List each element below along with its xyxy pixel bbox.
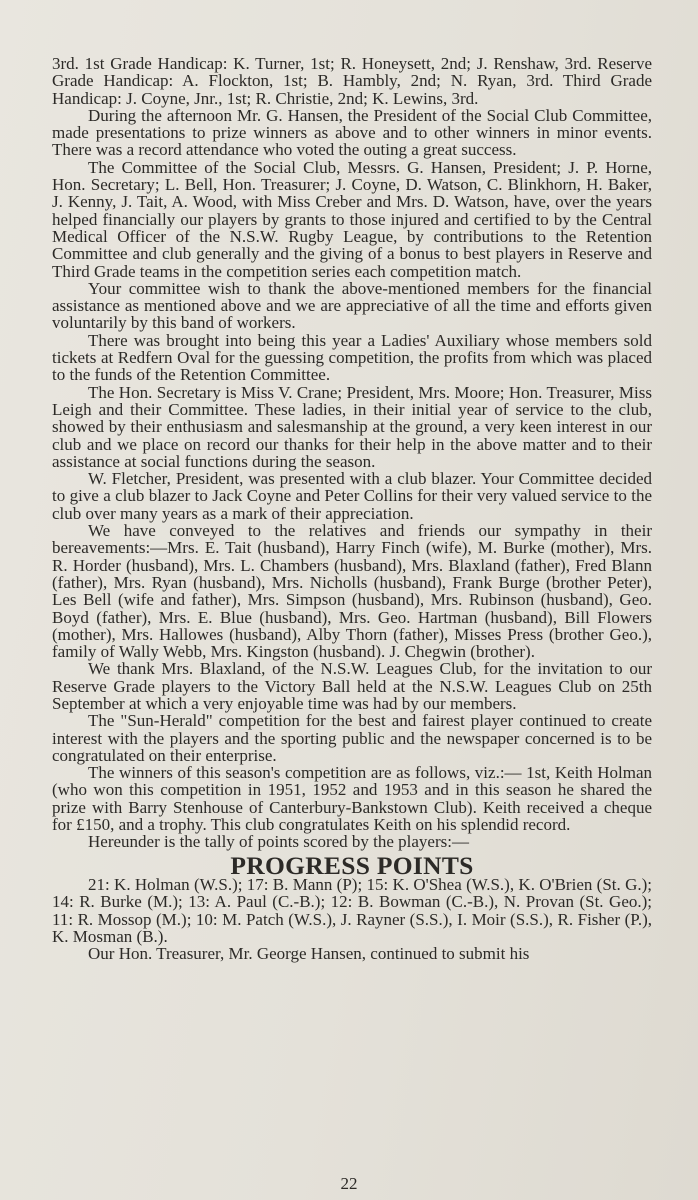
handicap-results-paragraph: 3rd. 1st Grade Handicap: K. Turner, 1st; R. Honeysett, 2nd; J. Renshaw, 3rd. Reserve Grade Handicap: A. Flockton, 1st; B. Hambly, 2nd; N. Ryan, 3rd. Third Grade Handicap: J. Coyne, Jnr., 1st; R. Christie, 2nd; K. Lewins, 3rd.	[52, 54, 652, 108]
auxiliary-officers-paragraph: The Hon. Secretary is Miss V. Crane; President, Mrs. Moore; Hon. Treasurer, Miss Leigh and their Committee. These ladies, in their initial year of service to the club, showed by their enthusiasm and salesmanship at the ground, a very keen interest in our club and we place on record our thanks for their help in the above matter and to their assistance at social functions during the season.	[52, 382, 652, 471]
club-blazer-paragraph: W. Fletcher, President, was presented with a club blazer. Your Committee decided to give a club blazer to Jack Coyne and Peter Collins for their very valued service to the club over many years as a mark of their appreciation.	[52, 469, 652, 523]
social-club-committee-paragraph: The Committee of the Social Club, Messrs. G. Hansen, President; J. P. Horne, Hon. Secretary; L. Bell, Hon. Treasurer; J. Coyne, D. Watson, C. Blinkhorn, H. Baker, J. Kenny, J. Tait, A. Wood, with Miss Creber and Mrs. D. Watson, have, over the years helped financially our players by grants to those injured and certified to by the Central Medical Officer of the N.S.W. Rugby League, by contributions to the Retention Committee and club generally and the giving of a bonus to best players in Reserve and Third Grade teams in the competition series each competition match.	[52, 157, 652, 281]
sun-herald-paragraph: The "Sun-Herald" competition for the best and fairest player continued to create interest with the players and the sporting public and the newspaper concerned is to be congratulated on their enterprise.	[52, 711, 652, 765]
ladies-auxiliary-paragraph: There was brought into being this year a Ladies' Auxiliary whose members sold tickets at Redfern Oval for the guessing competition, the profits from which was placed to the funds of the Retention Committee.	[52, 330, 652, 385]
victory-ball-paragraph: We thank Mrs. Blaxland, of the N.S.W. Leagues Club, for the invitation to our Reserve Grade players to the Victory Ball held at the N.S.W. Leagues Club on 25th September at which a very enjoyable time was had by our members.	[52, 659, 652, 713]
competition-winners-paragraph: The winners of this season's competition are as follows, viz.:— 1st, Keith Holman (who won this competition in 1951, 1952 and 1953 and in this season he shared the prize with Barry Stenhouse of Canterbury-Bankstown Club). Keith received a cheque for £150, and a trophy. This club congratulates Keith on his splendid record.	[52, 763, 652, 835]
presentations-paragraph: During the afternoon Mr. G. Hansen, the President of the Social Club Committee, made presentations to prize winners as above and to other winners in minor events. There was a record attendance who voted the outing a great success.	[52, 105, 652, 160]
page-number: 22	[340, 1174, 358, 1193]
bereavements-paragraph: We have conveyed to the relatives and friends our sympathy in their bereavements:—Mrs. E. Tait (husband), Harry Finch (wife), M. Burke (mother), Mrs. R. Horder (husband), Mrs. L. Chambers (husband), Mrs. Blaxland (father), Fred Blann (father), Mrs. Ryan (husband), Mrs. Nicholls (husband), Frank Burge (brother Peter), Les Bell (wife and father), Mrs. Simpson (husband), Mrs. Rubinson (husband), Geo. Boyd (father), Mrs. E. Blue (husband), Mrs. Geo. Hartman (husband), Bill Flowers (mother), Mrs. Hallowes (husband), Alby Thorn (father), Misses Press (brother Geo.), family of Wally Webb, Mrs. Kingston (husband). J. Chegwin (brother).	[52, 521, 652, 662]
section-heading: PROGRESS POINTS	[230, 850, 474, 880]
tally-intro-paragraph: Hereunder is the tally of points scored by the players:—	[88, 832, 469, 852]
treasurer-paragraph: Our Hon. Treasurer, Mr. George Hansen, continued to submit his	[88, 944, 530, 964]
committee-thanks-paragraph: Your committee wish to thank the above-mentioned members for the financial assistance as mentioned above and we are appreciative of all the time and efforts given voluntarily by this band of workers.	[52, 278, 652, 333]
progress-points-paragraph: 21: K. Holman (W.S.); 17: B. Mann (P); 15: K. O'Shea (W.S.), K. O'Brien (St. G.); 14: R. Burke (M.); 13: A. Paul (C.-B.); 12: B. Bowman (C.-B.), N. Provan (St. Geo.); 11: R. Mossop (M.); 10: M. Patch (W.S.), J. Rayner (S.S.), I. Moir (S.S.), R. Fisher (P.), K. Mosman (B.).	[52, 874, 652, 946]
